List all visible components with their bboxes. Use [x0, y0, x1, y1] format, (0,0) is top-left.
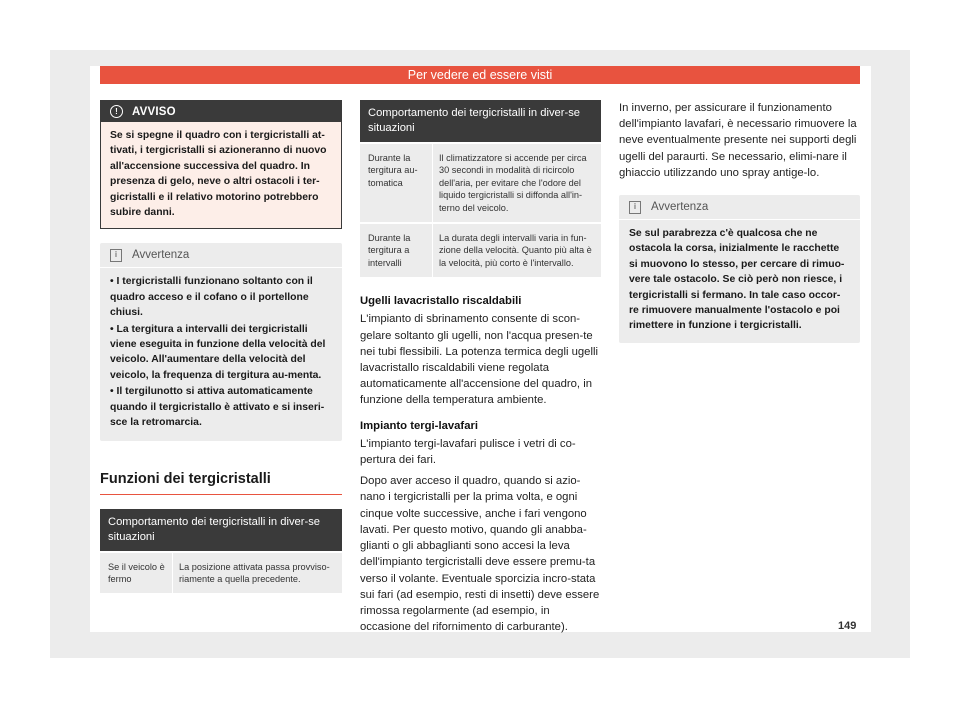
lavafari-heading: Impianto tergi-lavafari — [360, 419, 479, 432]
ugelli-paragraph: L'impianto di sbrinamento consente di scon-gelare soltanto gli ugelli, non l'acqua presen-te nei tubi flessibili. La potenza termica degli ugelli lavacristallo riscaldabili viene regolata automaticamente all'accensione del quadro, in funzione della temperatura ambiente. — [360, 313, 598, 407]
behaviour-table-2 — [360, 100, 601, 277]
lavafari-paragraph-2: Dopo aver acceso il quadro, quando si azio-nano i tergicristalli per la prima volta, e ogni cinque volte successive, anche i fari vengono lavati. Per questo motivo, quando gli anabba-glianti o gli abbaglianti sono accesi la leva dell'impianto tergicristalli deve essere premu-ta verso il volante. Eventuale sporcizia incro-stata sui fari (ad esempio, resti di insetti) deve essere rimossa regolarmente (ad esempio, in occasione del rifornimento di carburante). — [360, 475, 600, 634]
table-cell-key: Durante la tergitura a intervalli — [368, 233, 411, 268]
info-square-icon: i — [110, 249, 122, 262]
table-header: Comportamento dei tergicristalli in diver-se situazioni — [360, 100, 601, 142]
column-left — [100, 100, 342, 593]
bullet-item: • Il tergilunotto si attiva automaticamente quando il tergicristallo è attivato e si inseri-sce la retromarcia. — [110, 386, 325, 429]
avvertenza-title: Avvertenza — [132, 249, 190, 262]
bullet-item: • I tergicristalli funzionano soltanto con il quadro acceso e il cofano o il portellone chiusi. — [110, 276, 313, 319]
table-cell-key: Durante la tergitura au-tomatica — [368, 153, 418, 188]
info-circle-icon: ! — [110, 105, 123, 118]
section-title: Funzioni dei tergicristalli — [100, 471, 342, 495]
chapter-banner: Per vedere ed essere visti — [100, 66, 860, 84]
ugelli-section — [360, 293, 601, 635]
table-row — [360, 142, 601, 222]
avviso-title: AVVISO — [132, 105, 176, 118]
info-square-icon: i — [629, 201, 641, 214]
avvertenza-body — [100, 268, 342, 440]
table-cell-value: La durata degli intervalli varia in fun-zione della velocità. Quanto più alta è la velocità, più corto è l'intervallo. — [432, 224, 601, 277]
table-row — [360, 222, 601, 277]
avvertenza-header — [619, 195, 860, 220]
lavafari-paragraph-1: L'impianto tergi-lavafari pulisce i vetri di co-pertura dei fari. — [360, 437, 576, 467]
avvertenza-box-2 — [619, 195, 860, 343]
avvertenza-title: Avvertenza — [651, 201, 709, 214]
ugelli-heading: Ugelli lavacristallo riscaldabili — [360, 295, 522, 308]
column-middle — [360, 100, 601, 640]
table-row — [100, 551, 342, 594]
page-number: 149 — [838, 620, 857, 632]
avviso-box — [100, 100, 342, 229]
table-cell-value: La posizione attivata passa provviso-riamente a quella precedente. — [172, 553, 342, 594]
avvertenza-box — [100, 243, 342, 440]
inverno-paragraph: In inverno, per assicurare il funzionamento dell'impianto lavafari, è necessario rimuovere la neve eventualmente presente nei supporti degli ugelli del paraurti. Se necessario, elimi-nare il ghiaccio utilizzando uno spray antige-lo. — [619, 102, 857, 179]
avvertenza-text: Se sul parabrezza c'è qualcosa che ne ostacola la corsa, inizialmente le racchette si muovono lo stesso, per cercare di rimuo-vere tale ostacolo. Se ciò però non riesce, i tergicristalli si fermano. In tale caso occor-re rimuovere manualmente l'ostacolo e poi rimettere in funzione i tergicristalli. — [629, 228, 845, 332]
avviso-text: Se si spegne il quadro con i tergicristalli at-tivati, i tergicristalli si azioneranno di nuovo all'accensione successiva del quadro. In presenza di gelo, neve o altri ostacoli i ter-gicristalli e il relativo motorino potrebbero subire danni. — [101, 122, 341, 228]
avviso-header — [101, 101, 341, 122]
table-header: Comportamento dei tergicristalli in diver-se situazioni — [100, 509, 342, 551]
table-cell-key: Se il veicolo è fermo — [108, 561, 165, 584]
column-right — [619, 100, 860, 343]
avvertenza-header — [100, 243, 342, 268]
bullet-item: • La tergitura a intervalli dei tergicristalli viene eseguita in funzione della velocità del veicolo. All'aumentare della velocità del veicolo, la frequenza di tergitura au-menta. — [110, 323, 326, 381]
behaviour-table-1 — [100, 509, 342, 594]
table-cell-value: Il climatizzatore si accende per circa 30 secondi in modalità di ricircolo dell'aria, per evitare che l'odore del liquido tergicristalli si diffonda all'in-terno del veicolo. — [432, 144, 601, 222]
